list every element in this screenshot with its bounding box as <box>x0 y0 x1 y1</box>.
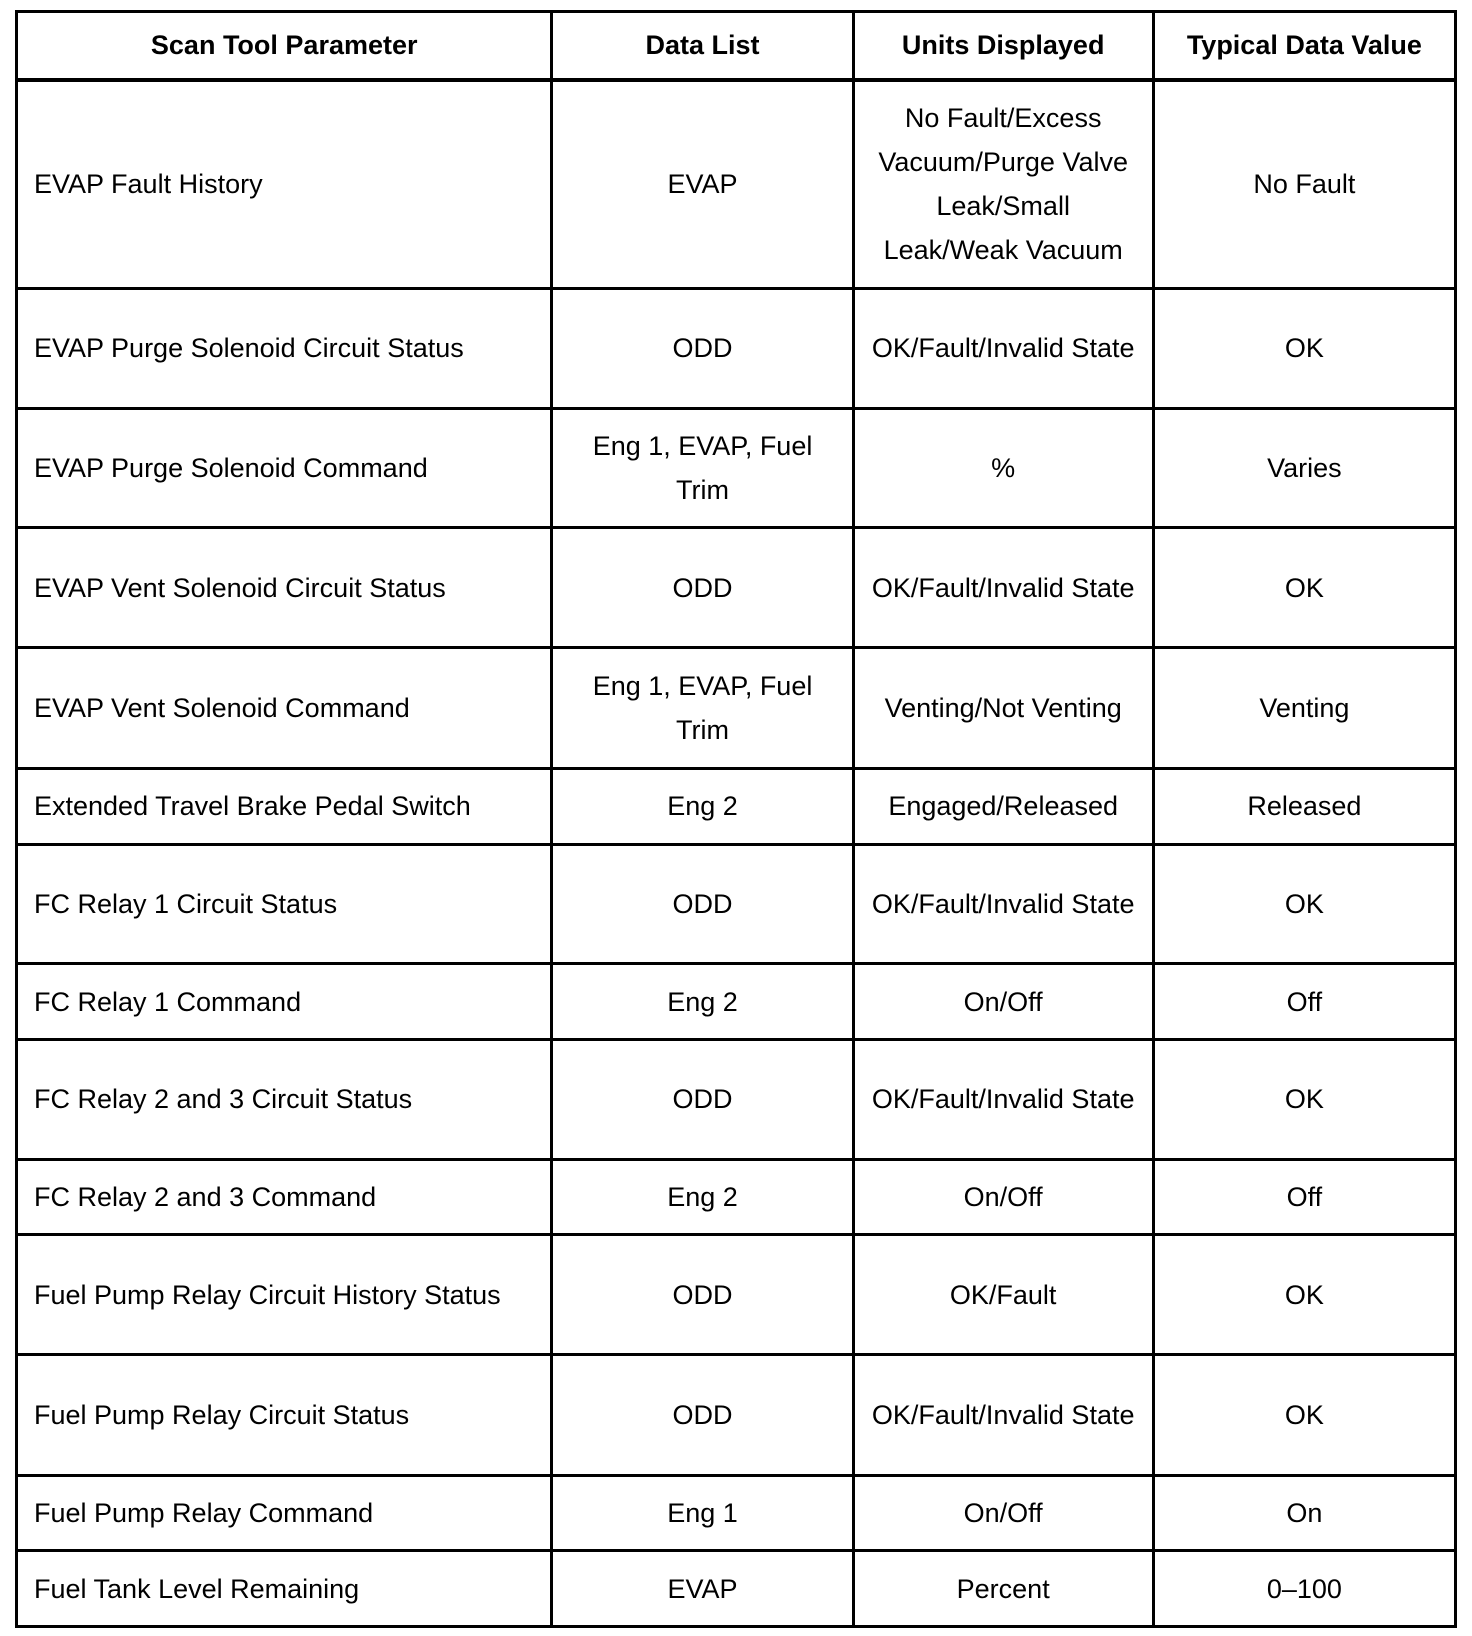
units-displayed-cell: OK/Fault <box>853 1235 1153 1355</box>
table-row <box>17 1039 1456 1159</box>
table-row <box>17 408 1456 528</box>
data-list-cell: ODD <box>552 1039 853 1159</box>
data-list-cell: Eng 1, EVAP, Fuel Trim <box>552 648 853 769</box>
table-row <box>17 80 1456 289</box>
units-displayed-cell: OK/Fault/Invalid State <box>853 1039 1153 1159</box>
typical-data-value-cell: Released <box>1153 768 1455 844</box>
typical-data-value-cell: Off <box>1153 1159 1455 1235</box>
column-header-scan-tool-parameter: Scan Tool Parameter <box>17 12 552 80</box>
data-list-cell: Eng 2 <box>552 1159 853 1235</box>
table-row <box>17 648 1456 769</box>
data-list-cell: ODD <box>552 844 853 964</box>
units-displayed-cell: On/Off <box>853 964 1153 1040</box>
data-list-cell: EVAP <box>552 1551 853 1627</box>
table-row <box>17 1551 1456 1627</box>
table-header-row <box>17 12 1456 80</box>
data-list-cell: Eng 2 <box>552 964 853 1040</box>
column-header-typical-data-value: Typical Data Value <box>1153 12 1455 80</box>
scan-tool-parameter-cell: EVAP Vent Solenoid Command <box>17 648 552 769</box>
typical-data-value-cell: OK <box>1153 844 1455 964</box>
table-row <box>17 768 1456 844</box>
scan-tool-parameter-cell: FC Relay 2 and 3 Circuit Status <box>17 1039 552 1159</box>
data-list-cell: ODD <box>552 528 853 648</box>
units-displayed-cell: Engaged/Released <box>853 768 1153 844</box>
scan-tool-parameter-cell: EVAP Purge Solenoid Circuit Status <box>17 288 552 408</box>
typical-data-value-cell: Off <box>1153 964 1455 1040</box>
table-row <box>17 288 1456 408</box>
units-displayed-cell: OK/Fault/Invalid State <box>853 288 1153 408</box>
typical-data-value-cell: OK <box>1153 528 1455 648</box>
units-displayed-cell: OK/Fault/Invalid State <box>853 528 1153 648</box>
data-list-cell: ODD <box>552 1354 853 1475</box>
data-list-cell: ODD <box>552 1235 853 1355</box>
typical-data-value-cell: OK <box>1153 288 1455 408</box>
scan-tool-parameter-cell: Fuel Tank Level Remaining <box>17 1551 552 1627</box>
scan-tool-parameter-table <box>15 10 1457 1628</box>
units-displayed-cell: On/Off <box>853 1159 1153 1235</box>
scan-tool-parameter-cell: EVAP Vent Solenoid Circuit Status <box>17 528 552 648</box>
typical-data-value-cell: Varies <box>1153 408 1455 528</box>
scan-tool-parameter-cell: Fuel Pump Relay Command <box>17 1475 552 1551</box>
data-list-cell: Eng 1 <box>552 1475 853 1551</box>
scan-tool-parameter-cell: Extended Travel Brake Pedal Switch <box>17 768 552 844</box>
table-row <box>17 964 1456 1040</box>
units-displayed-cell: Venting/Not Venting <box>853 648 1153 769</box>
units-displayed-cell: No Fault/Excess Vacuum/Purge Valve Leak/Small Leak/Weak Vacuum <box>853 80 1153 289</box>
typical-data-value-cell: No Fault <box>1153 80 1455 289</box>
scan-tool-parameter-cell: FC Relay 1 Circuit Status <box>17 844 552 964</box>
scan-tool-parameter-cell: EVAP Fault History <box>17 80 552 289</box>
scan-tool-parameter-cell: FC Relay 2 and 3 Command <box>17 1159 552 1235</box>
scan-tool-parameter-cell: Fuel Pump Relay Circuit History Status <box>17 1235 552 1355</box>
units-displayed-cell: % <box>853 408 1153 528</box>
units-displayed-cell: OK/Fault/Invalid State <box>853 1354 1153 1475</box>
data-list-cell: Eng 1, EVAP, Fuel Trim <box>552 408 853 528</box>
typical-data-value-cell: On <box>1153 1475 1455 1551</box>
column-header-data-list: Data List <box>552 12 853 80</box>
scan-tool-parameter-cell: EVAP Purge Solenoid Command <box>17 408 552 528</box>
typical-data-value-cell: 0–100 <box>1153 1551 1455 1627</box>
data-list-cell: ODD <box>552 288 853 408</box>
column-header-units-displayed: Units Displayed <box>853 12 1153 80</box>
table-row <box>17 528 1456 648</box>
table-row <box>17 1159 1456 1235</box>
typical-data-value-cell: OK <box>1153 1354 1455 1475</box>
data-list-cell: EVAP <box>552 80 853 289</box>
typical-data-value-cell: Venting <box>1153 648 1455 769</box>
scan-tool-parameter-cell: FC Relay 1 Command <box>17 964 552 1040</box>
units-displayed-cell: OK/Fault/Invalid State <box>853 844 1153 964</box>
typical-data-value-cell: OK <box>1153 1235 1455 1355</box>
table-row <box>17 1354 1456 1475</box>
scan-tool-parameter-cell: Fuel Pump Relay Circuit Status <box>17 1354 552 1475</box>
units-displayed-cell: On/Off <box>853 1475 1153 1551</box>
data-list-cell: Eng 2 <box>552 768 853 844</box>
table-row <box>17 844 1456 964</box>
units-displayed-cell: Percent <box>853 1551 1153 1627</box>
typical-data-value-cell: OK <box>1153 1039 1455 1159</box>
table-row <box>17 1235 1456 1355</box>
table-row <box>17 1475 1456 1551</box>
